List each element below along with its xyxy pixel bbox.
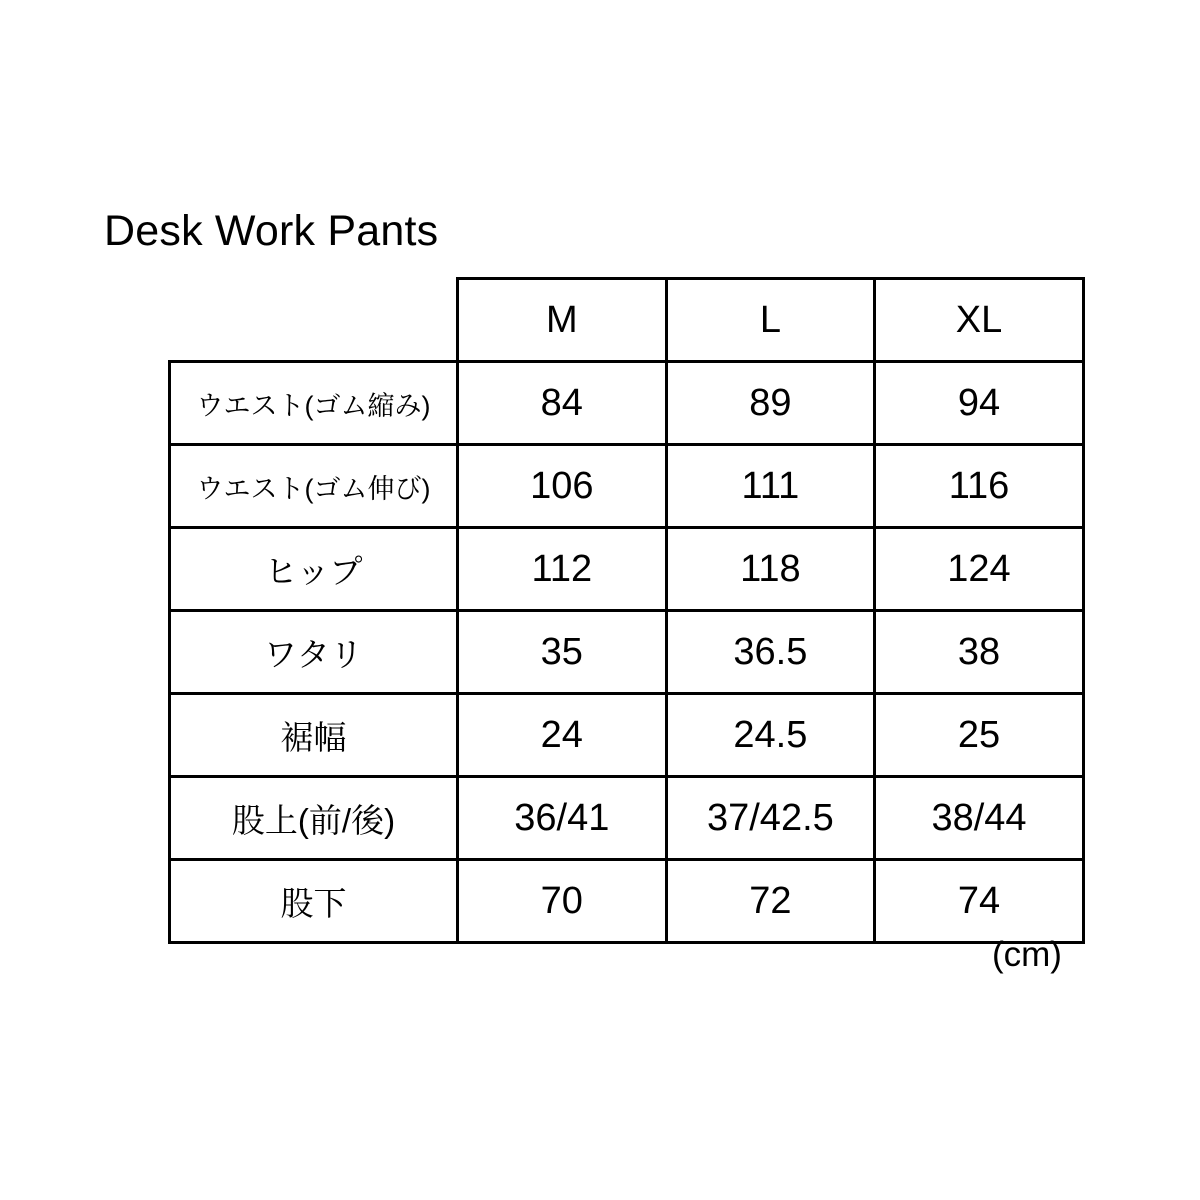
cell-value: 38/44 [875,777,1084,860]
row-label: ヒップ [170,528,458,611]
column-header-m: M [458,279,667,362]
cell-value: 94 [875,362,1084,445]
cell-value: 112 [458,528,667,611]
table-header-row [170,279,1084,362]
cell-value: 37/42.5 [666,777,875,860]
row-label: 裾幅 [170,694,458,777]
cell-value: 124 [875,528,1084,611]
row-label: ウエスト(ゴム縮み) [170,362,458,445]
table-row [170,528,1084,611]
page-title: Desk Work Pants [104,207,439,255]
table-row [170,611,1084,694]
cell-value: 89 [666,362,875,445]
row-label: ウエスト(ゴム伸び) [170,445,458,528]
cell-value: 116 [875,445,1084,528]
cell-value: 72 [666,860,875,943]
cell-value: 111 [666,445,875,528]
cell-value: 24.5 [666,694,875,777]
table-header [170,279,1084,362]
row-label: ワタリ [170,611,458,694]
table-corner-cell [170,279,458,362]
cell-value: 35 [458,611,667,694]
cell-value: 24 [458,694,667,777]
cell-value: 84 [458,362,667,445]
column-header-xl: XL [875,279,1084,362]
cell-value: 36/41 [458,777,667,860]
size-table-container [168,277,1082,944]
cell-value: 25 [875,694,1084,777]
cell-value: 106 [458,445,667,528]
row-label: 股上(前/後) [170,777,458,860]
table-row [170,445,1084,528]
row-label: 股下 [170,860,458,943]
cell-value: 38 [875,611,1084,694]
table-row [170,694,1084,777]
cell-value: 36.5 [666,611,875,694]
size-table [168,277,1085,944]
cell-value: 74 [875,860,1084,943]
table-row [170,777,1084,860]
unit-note: (cm) [992,935,1062,974]
table-row [170,860,1084,943]
table-body [170,362,1084,943]
cell-value: 118 [666,528,875,611]
cell-value: 70 [458,860,667,943]
column-header-l: L [666,279,875,362]
table-row [170,362,1084,445]
